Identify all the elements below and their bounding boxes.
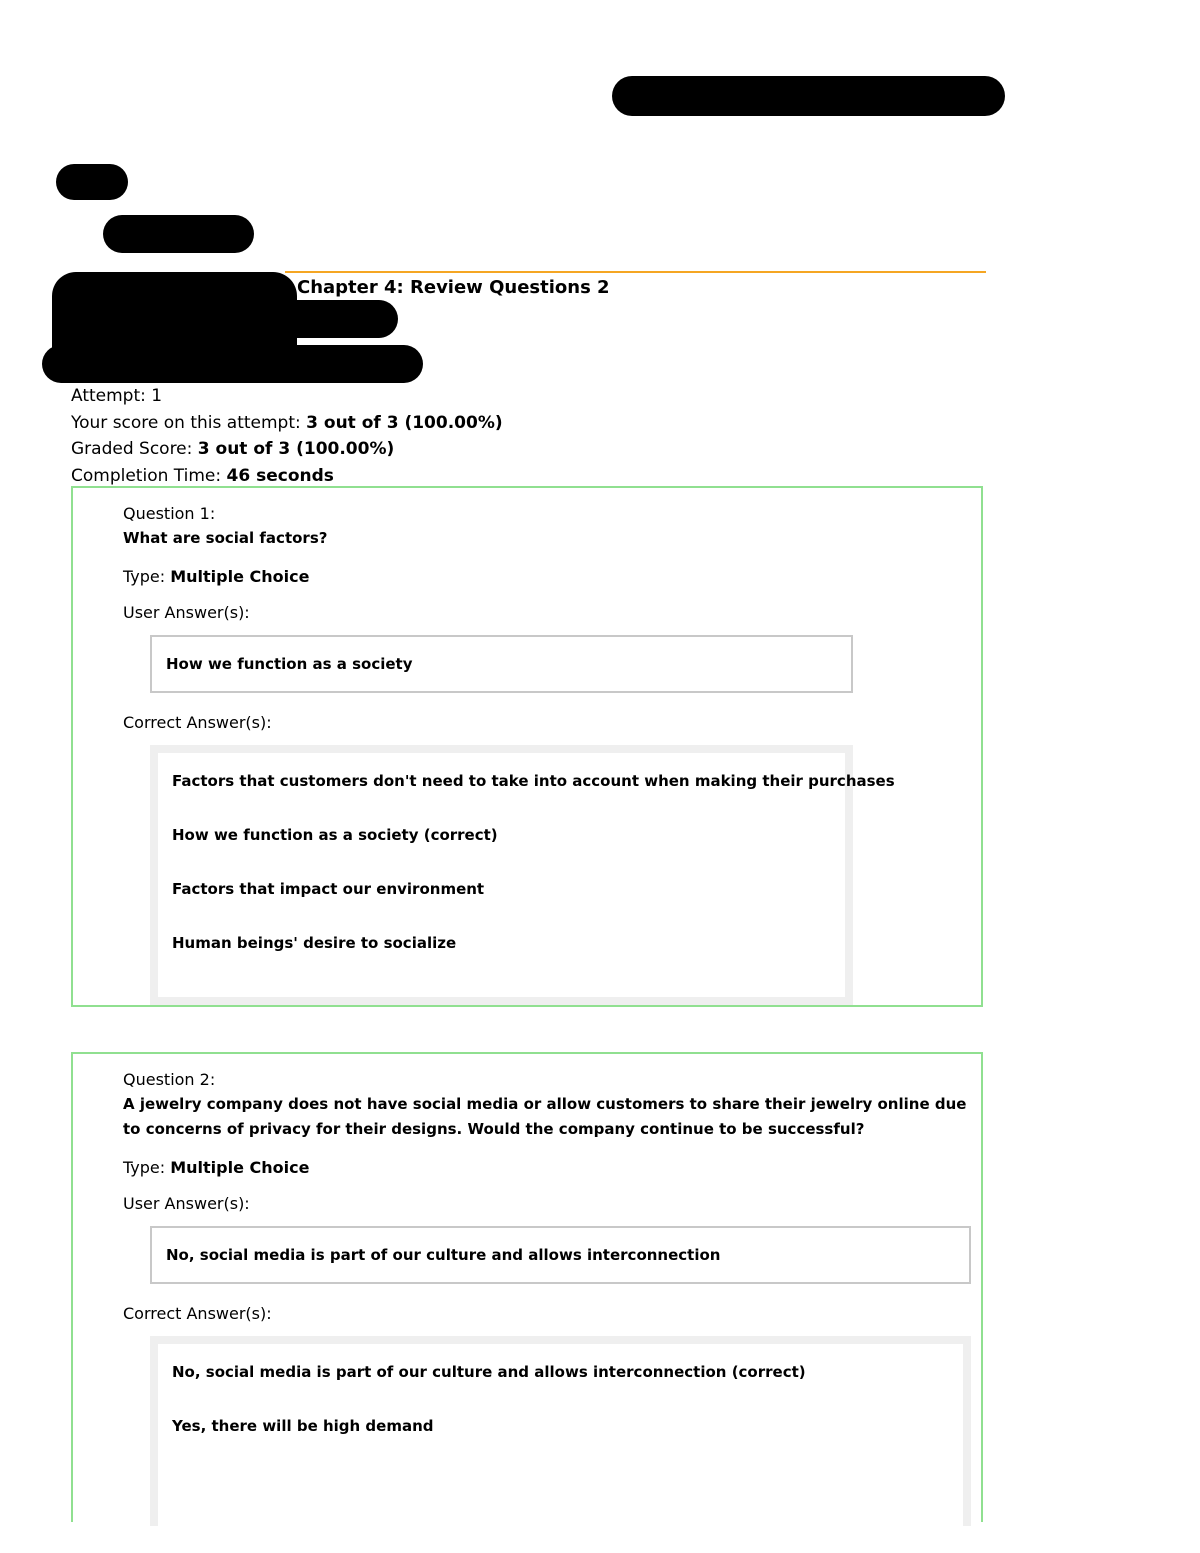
- redacted-info-line: [52, 300, 398, 338]
- question-type: [123, 565, 969, 589]
- page-title: Chapter 4: Review Questions 2: [297, 277, 610, 298]
- redacted-name: [103, 215, 254, 253]
- question-type-value: Multiple Choice: [170, 1158, 310, 1177]
- question-type-label: Type:: [123, 567, 166, 586]
- question-type-value: Multiple Choice: [170, 567, 310, 586]
- answer-option: Human beings' desire to socialize: [172, 934, 457, 952]
- question-number: Question 1:: [123, 504, 216, 523]
- answer-option: Yes, there will be high demand: [172, 1417, 434, 1435]
- question-type-label: Type:: [123, 1158, 166, 1177]
- question-card: [71, 1052, 983, 1522]
- redacted-header: [612, 76, 1005, 116]
- user-answer-label: User Answer(s):: [123, 1194, 250, 1213]
- attempt-row: [71, 383, 503, 410]
- question-number: Question 2:: [123, 1070, 216, 1089]
- title-divider: [285, 271, 986, 273]
- answer-option: No, social media is part of our culture and allows interconnection (correct): [172, 1363, 806, 1381]
- user-answer-box: [150, 1226, 971, 1284]
- redacted-info-line: [42, 345, 423, 383]
- completion-time-label: Completion Time:: [71, 465, 222, 486]
- correct-answer-box: [150, 1336, 971, 1526]
- answer-option: How we function as a society (correct): [172, 826, 498, 844]
- score-value: 3 out of 3 (100.00%): [306, 412, 503, 433]
- attempt-value: 1: [151, 386, 163, 406]
- user-answer-box: [150, 635, 853, 693]
- redacted-label: [56, 164, 128, 200]
- question-card: [71, 486, 983, 1007]
- graded-score-value: 3 out of 3 (100.00%): [197, 439, 395, 459]
- completion-time-value: 46 seconds: [226, 465, 334, 486]
- correct-answer-box: [150, 745, 895, 1005]
- answer-option: Factors that customers don't need to take into account when making their purchases: [172, 772, 895, 790]
- answer-option: Factors that impact our environment: [172, 880, 485, 898]
- question-type: [123, 1156, 969, 1180]
- question-text: What are social factors?: [123, 529, 328, 547]
- score-row: [71, 410, 503, 437]
- user-answer-text: No, social media is part of our culture and allows interconnection: [166, 1246, 721, 1264]
- attempt-label: Attempt:: [71, 386, 146, 406]
- question-text: A jewelry company does not have social media or allow customers to share their jewelry online due to concerns of privacy for their designs. Would the company continue to be successful?: [123, 1095, 967, 1138]
- graded-score-row: [71, 436, 503, 463]
- graded-score-label: Graded Score:: [71, 439, 193, 459]
- user-answer-label: User Answer(s):: [123, 603, 250, 622]
- correct-answer-label: Correct Answer(s):: [123, 713, 272, 732]
- score-label: Your score on this attempt:: [71, 412, 301, 433]
- user-answer-text: How we function as a society: [166, 655, 413, 673]
- attempt-summary: [71, 383, 503, 489]
- correct-answer-label: Correct Answer(s):: [123, 1304, 272, 1323]
